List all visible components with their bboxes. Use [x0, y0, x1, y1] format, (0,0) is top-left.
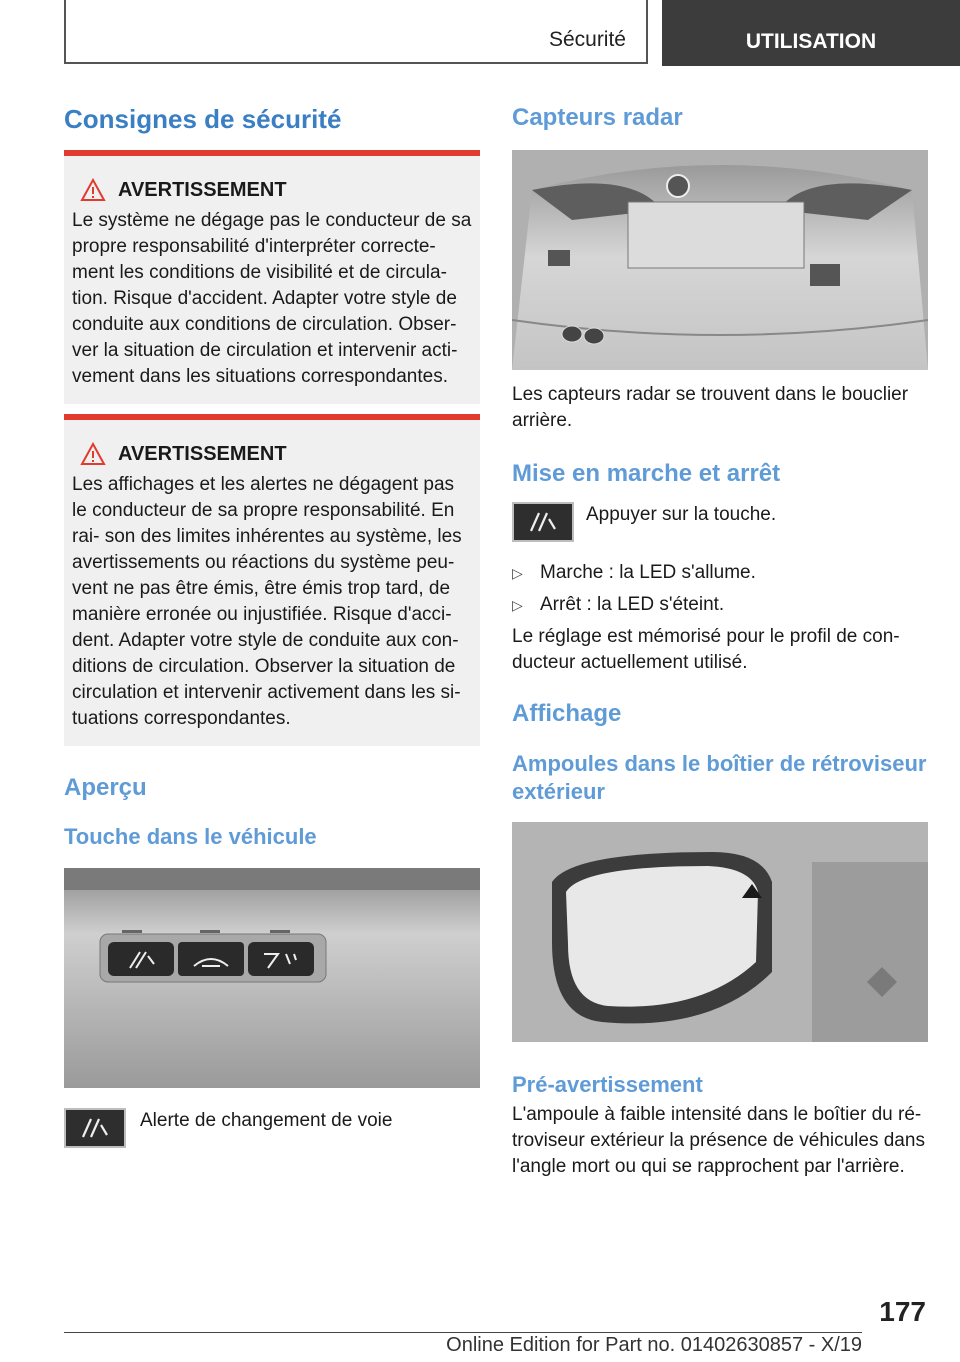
list-item: ▷ Marche : la LED s'allume. [512, 560, 928, 586]
bullet-triangle-icon: ▷ [512, 565, 523, 581]
display-subtitle: Ampoules dans le boîtier de rétroviseur extérieur [512, 751, 927, 804]
warning-text-2: Les affichages et les alertes ne dégagent pas le conducteur de sa propre responsabilité. En rai- son des limites inhérentes au système, les avertissements ou réactions du système peu- vent ne pas être émis, être émis trop tard, de manière erronée ou injustifiée. Risque d'acci- dent. Adapter votre style de conduite aux con- ditions de circulation. Observer la situation de circulation et intervenir activement dans les si- tuations correspondantes. [72, 474, 462, 729]
prewarn-title: Pré-avertissement [512, 1072, 703, 1097]
footer-divider [64, 1332, 862, 1333]
warning-box-1 [64, 150, 480, 404]
warning-label-1: AVERTISSEMENT [118, 178, 287, 201]
bullet-triangle-icon: ▷ [512, 597, 523, 613]
lane-change-button-icon [512, 502, 574, 542]
button-panel-illustration [64, 868, 480, 1088]
warning-triangle-icon [80, 442, 106, 466]
right-column [512, 100, 928, 1180]
mirror-image [512, 822, 928, 1042]
safety-title: Consignes de sécurité [64, 104, 342, 134]
display-title: Affichage [512, 700, 622, 727]
warning-triangle-icon [80, 178, 106, 202]
header-box [64, 0, 648, 64]
warning-text-1: Le système ne dégage pas le conducteur de sa propre responsabilité d'interpréter correcte- ment les conditions de visibilité et de circula- tion. Risque d'accident. Adapter votre style de conduite aux conditions de circulation. Obser- ver la situation de circulation et intervenir acti- vement dans les situations correspondantes. [72, 210, 472, 387]
header-section: Sécurité [548, 28, 626, 51]
car-rear-illustration [512, 150, 928, 370]
radar-title: Capteurs radar [512, 104, 683, 131]
footer-edition: Online Edition for Part no. 01402630857 - X/19 [446, 1334, 862, 1356]
left-column [64, 100, 480, 1148]
radar-caption: Les capteurs radar se trouvent dans le bouclier arrière. [512, 384, 909, 431]
warning-label-2: AVERTISSEMENT [118, 442, 287, 465]
header-chapter: UTILISATION [662, 0, 960, 66]
list-item: ▷ Arrêt : la LED s'éteint. [512, 592, 928, 618]
overview-subtitle: Touche dans le véhicule [64, 824, 317, 849]
car-rear-image [512, 150, 928, 370]
onoff-note: Le réglage est mémorisé pour le profil de con- ducteur actuellement utilisé. [512, 626, 900, 673]
onoff-instruction: Appuyer sur la touche. [586, 504, 777, 525]
warning-box-2 [64, 414, 480, 746]
mirror-illustration [512, 822, 928, 1042]
prewarn-text: L'ampoule à faible intensité dans le boîtier du ré- troviseur extérieur la présence de véhicules dans l'angle mort ou qui se rapprochent par l'arrière. [512, 1104, 925, 1177]
overview-title: Aperçu [64, 774, 147, 801]
lane-change-caption: Alerte de changement de voie [140, 1110, 393, 1131]
onoff-title: Mise en marche et arrêt [512, 460, 781, 487]
page-number: 177 [879, 1296, 926, 1327]
lane-change-button-icon [64, 1108, 126, 1148]
button-panel-image [64, 868, 480, 1088]
